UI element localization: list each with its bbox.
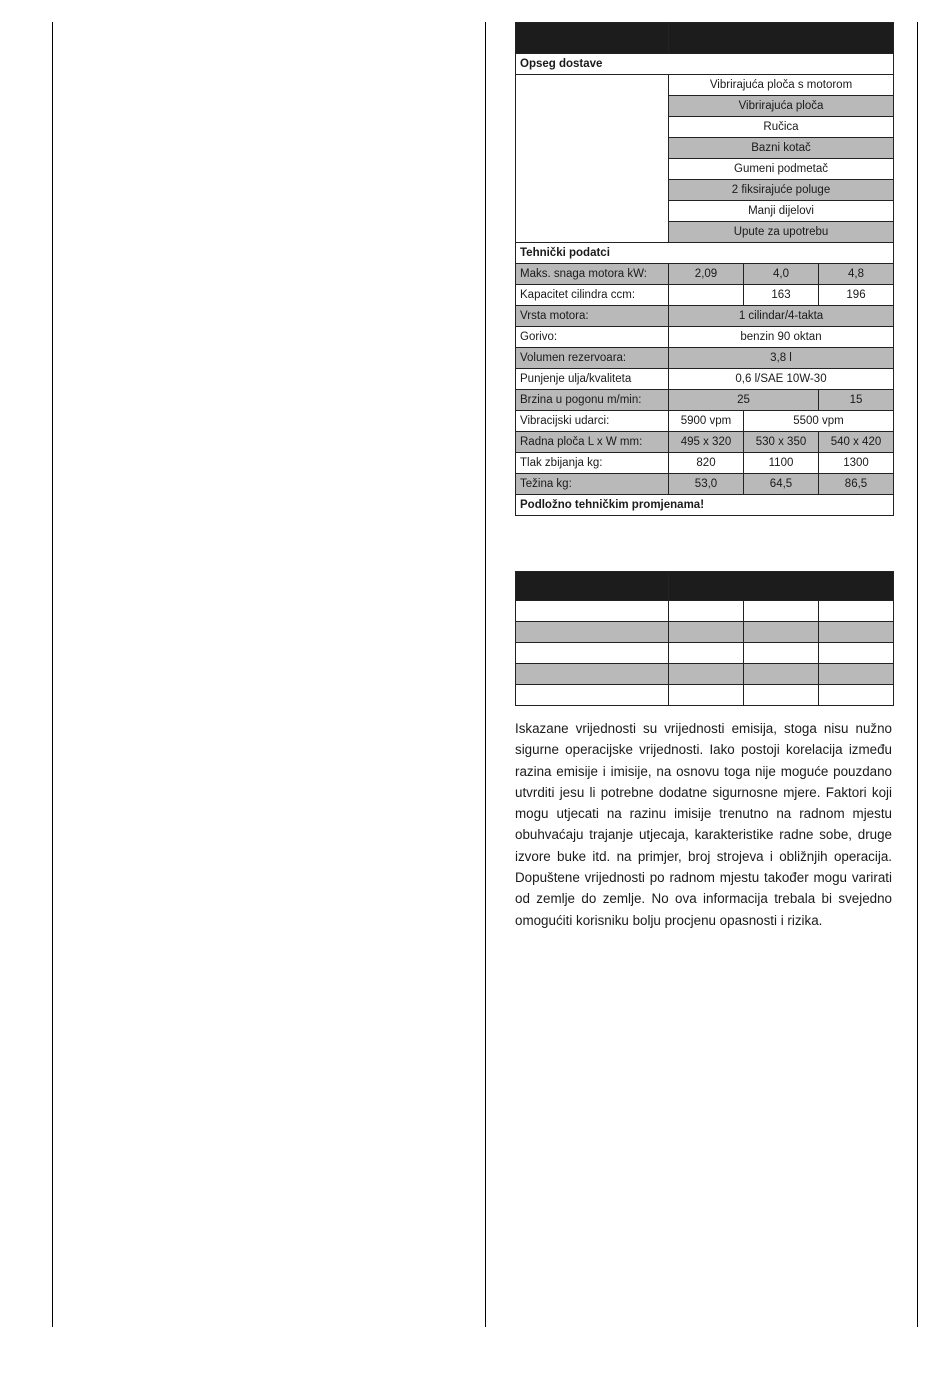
cell-value: 86,5 xyxy=(819,474,894,495)
spec-row-engine xyxy=(516,306,894,327)
row-label: Brzina u pogonu m/min: xyxy=(516,390,669,411)
row-label: Radna ploča L x W mm: xyxy=(516,432,669,453)
cell-value: benzin 90 oktan xyxy=(669,327,894,348)
delivery-item: Bazni kotač xyxy=(669,138,894,159)
table-row xyxy=(516,622,894,643)
specification-table xyxy=(515,22,894,516)
row-label: Vrsta motora: xyxy=(516,306,669,327)
table-header-bar xyxy=(516,572,894,601)
cell-value: 1100 xyxy=(744,453,819,474)
tech-title: Tehnički podatci xyxy=(516,243,894,264)
row-label: Težina kg: xyxy=(516,474,669,495)
left-margin-line xyxy=(52,22,53,1327)
spec-row-fuel xyxy=(516,327,894,348)
cell-value: 4,8 xyxy=(819,264,894,285)
cell-value: 820 xyxy=(669,453,744,474)
table-row xyxy=(516,685,894,706)
cell-value: 53,0 xyxy=(669,474,744,495)
cell-value: 0,6 l/SAE 10W-30 xyxy=(669,369,894,390)
cell-value: 3,8 l xyxy=(669,348,894,369)
spec-row-plate xyxy=(516,432,894,453)
cell-value: 15 xyxy=(819,390,894,411)
spec-row-capacity xyxy=(516,285,894,306)
table-row xyxy=(516,643,894,664)
table-footer-note: Podložno tehničkim promjenama! xyxy=(516,495,894,516)
delivery-title: Opseg dostave xyxy=(516,54,894,75)
spec-row-speed xyxy=(516,390,894,411)
delivery-item: Vibrirajuća ploča xyxy=(669,96,894,117)
row-label: Tlak zbijanja kg: xyxy=(516,453,669,474)
spec-row-power xyxy=(516,264,894,285)
cell-value: 495 x 320 xyxy=(669,432,744,453)
cell-value: 4,0 xyxy=(744,264,819,285)
row-label: Vibracijski udarci: xyxy=(516,411,669,432)
row-label: Kapacitet cilindra ccm: xyxy=(516,285,669,306)
spec-row-tank xyxy=(516,348,894,369)
cell-value: 530 x 350 xyxy=(744,432,819,453)
delivery-item: 2 fiksirajuće poluge xyxy=(669,180,894,201)
cell-value: 64,5 xyxy=(744,474,819,495)
spec-row-oil xyxy=(516,369,894,390)
column-divider-line xyxy=(485,22,486,1327)
emission-note-paragraph: Iskazane vrijednosti su vrijednosti emisija, stoga nisu nužno sigurne operacijske vrijednosti. Iako postoji korelacija između razina emisije i imisije, na osnovu toga nije moguće pouzdano utvrditi jesu li potrebne dodatne sigurnosne mjere. Faktori koji mogu utjecati na razinu imisije trenutno na radnom mjestu obuhvaćaju trajanje utjecaja, karakteristike radne sobe, druge izvore buke itd. na primjer, broj strojeva i obližnjih operacija. Dopuštene vrijednosti po radnom mjestu također mogu varirati od zemlje do zemlje. No ova informacija trebala bi svejedno omogućiti korisniku bolju procjenu opasnosti i rizika. xyxy=(515,721,892,928)
cell-value xyxy=(669,285,744,306)
row-label: Maks. snaga motora kW: xyxy=(516,264,669,285)
right-margin-line xyxy=(917,22,918,1327)
cell-value: 5500 vpm xyxy=(744,411,894,432)
delivery-item: Manji dijelovi xyxy=(669,201,894,222)
emission-table xyxy=(515,571,894,706)
delivery-item: Vibrirajuća ploča s motorom xyxy=(669,75,894,96)
table-row xyxy=(516,664,894,685)
cell-value: 163 xyxy=(744,285,819,306)
delivery-item: Gumeni podmetač xyxy=(669,159,894,180)
table-header-bar xyxy=(516,23,894,54)
table-row xyxy=(516,601,894,622)
spec-row-vibration xyxy=(516,411,894,432)
row-label: Punjenje ulja/kvaliteta xyxy=(516,369,669,390)
tech-section-row xyxy=(516,243,894,264)
cell-value: 1300 xyxy=(819,453,894,474)
row-label: Volumen rezervoara: xyxy=(516,348,669,369)
row-label: Gorivo: xyxy=(516,327,669,348)
delivery-item: Ručica xyxy=(669,117,894,138)
delivery-item: Upute za upotrebu xyxy=(669,222,894,243)
delivery-section-row xyxy=(516,54,894,75)
cell-value: 1 cilindar/4-takta xyxy=(669,306,894,327)
cell-value: 2,09 xyxy=(669,264,744,285)
table-footer-row xyxy=(516,495,894,516)
cell-value: 540 x 420 xyxy=(819,432,894,453)
spec-row-weight xyxy=(516,474,894,495)
cell-value: 196 xyxy=(819,285,894,306)
delivery-item-row xyxy=(516,75,894,96)
spec-row-force xyxy=(516,453,894,474)
cell-value: 25 xyxy=(669,390,819,411)
cell-value: 5900 vpm xyxy=(669,411,744,432)
